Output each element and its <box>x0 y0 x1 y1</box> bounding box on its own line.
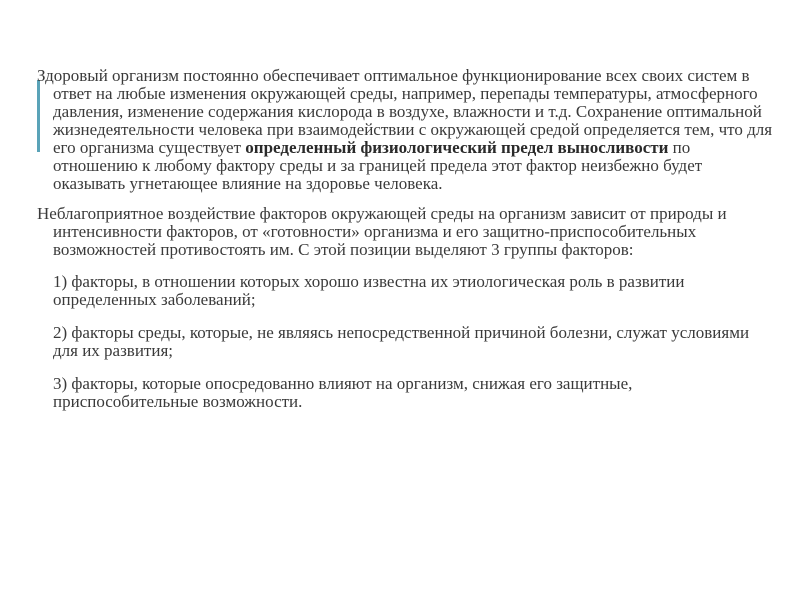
paragraph-1-text-end: по отношению к любому фактору среды и за границей предела этот фактор неизбежно будет оказывать угнетающее влияние на здоровье человека. <box>53 138 703 193</box>
paragraph-1 <box>37 67 777 193</box>
slide-content <box>37 67 777 411</box>
list-item-3: 3) факторы, которые опосредованно влияют на организм, снижая его защитные, приспособительные возможности. <box>53 374 633 411</box>
paragraph-2: Неблагоприятное воздействие факторов окружающей среды на организм зависит от природы и интенсивности факторов, от «готовности» организма и его защитно-приспособительных возможностей противостоять им. С этой позиции выделяют 3 группы факторов: <box>37 204 727 259</box>
paragraph-1-text-start: Здоровый организм постоянно обеспечивает оптимальное функционирование всех своих систем в ответ на любые изменения окружающей среды, например, перепады температуры, атмосферного давления, изменение содержания кислорода в воздухе, влажности и т.д. Сохранение оптимальной жизнедеятельности человека при взаимодействии с окружающей средой определяется тем, что для его организма существует <box>37 66 773 157</box>
paragraph-1-bold-term: определенный физиологический предел выносливости <box>245 138 669 157</box>
list-item-1: 1) факторы, в отношении которых хорошо известна их этиологическая роль в развитии определенных заболеваний; <box>53 272 685 309</box>
list-item-2: 2) факторы среды, которые, не являясь непосредственной причиной болезни, служат условиями для их развития; <box>53 323 750 360</box>
